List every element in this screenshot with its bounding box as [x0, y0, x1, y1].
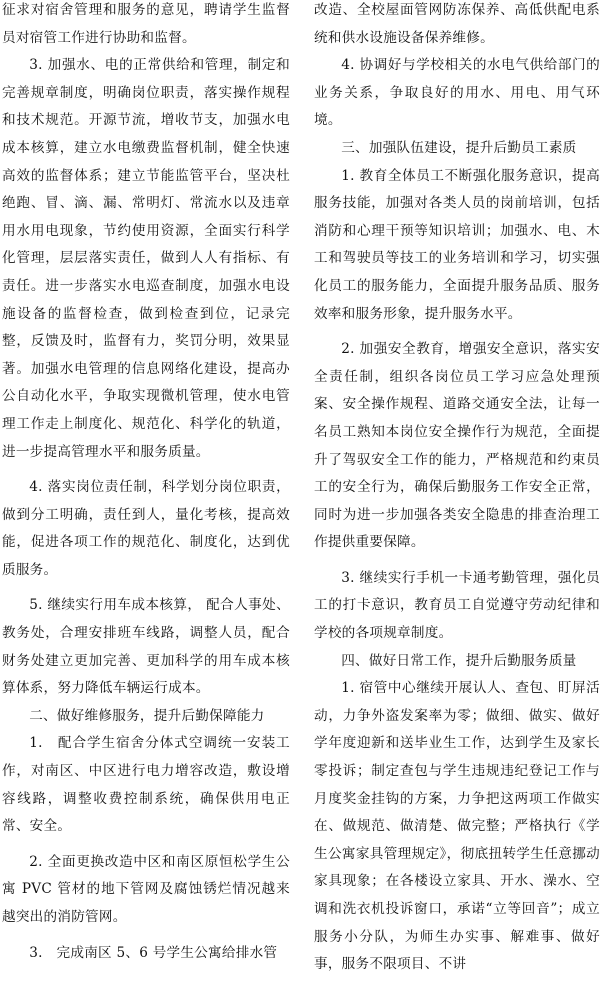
- left-section-heading-2: 二、做好维修服务，提升后勤保障能力: [29, 707, 265, 724]
- left-paragraph-1: 征求对宿舍管理和服务的意见，聘请学生监督员对宿管工作进行协助和监督。: [2, 2, 290, 46]
- right-paragraph-6: 3. 继续实行手机一卡通考勤管理，强化员工的打卡意识，教育员工自觉遵守劳动纪律和学校的各项规章制度。: [314, 569, 600, 642]
- right-section-heading-4: 四、做好日常工作，提升后勤服务质量: [341, 652, 577, 669]
- right-column: [314, 0, 600, 979]
- left-paragraph-3: 4. 落实岗位责任制，科学划分岗位职责，做到分工明确，责任到人，量化考核，提高效能，促进各项工作的规范化、制度化，达到优质服务。: [2, 479, 290, 578]
- left-paragraph-7: 2. 全面更换改造中区和南区原恒松学生公寓 PVC 管材的地下管网及腐蚀锈烂情况越来越突出的消防管网。: [2, 853, 290, 925]
- left-column: [2, 0, 290, 967]
- right-paragraph-1: 改造、全校屋面管网防冻保养、高低供配电系统和供水设施设备保养维修。: [314, 2, 600, 46]
- left-paragraph-6: 1. 配合学生宿舍分体式空调统一安装工作，对南区、中区进行电力增容改造，敷设增容线路，调整收费控制系统，确保供用电正常、安全。: [2, 735, 290, 835]
- right-paragraph-4: 1. 教育全体员工不断强化服务意识，提高服务技能，加强对各类人员的岗前培训，包括消防和心理干预等知识培训；加强水、电、木工和驾驶员等技工的业务培训和学习，切实强化员工的服务能力，全面提升服务品质、服务效率和服务形象，提升服务水平。: [314, 167, 600, 322]
- right-paragraph-8: 1. 宿管中心继续开展认人、查包、盯屏活动，力争外盗发案率为零；做细、做实、做好学年度迎新和送毕业生工作，达到学生及家长零投诉；制定查包与学生违规违纪登记工作与月度奖金挂钩的方案，力争把这两项工作做实在、做规范、做清楚、做完整；严格执行《学生公寓家具管理规定》，彻底扭转学生任意挪动家具现象；在各楼设立家具、开水、澡水、空调和洗衣机投诉窗口，承诺“立等回音”；成立服务小分队，为师生办实事、解难事、做好事，服务不限项目、不讲: [314, 680, 600, 973]
- right-section-heading-3: 三、加强队伍建设，提升后勤员工素质: [341, 139, 577, 156]
- left-paragraph-2: 3. 加强水、电的正常供给和管理，制定和完善规章制度，明确岗位职责，落实操作规程和技术规范。开源节流，增收节支，加强水电成本核算，建立水电缴费监督机制，健全快速高效的监督体系；建立节能监管平台，坚决杜绝跑、冒、滴、漏、常明灯、常流水以及违章用水用电现象，节约使用资源，全面实行科学化管理，层层落实责任，做到人人有指标、有责任。进一步落实水电巡查制度，加强水电设施设备的监督检查，做到检查到位，记录完整，反馈及时，监督有力，奖罚分明，效果显著。加强水电管理的信息网络化建设，提高办公自动化水平，争取实现微机管理，使水电管理工作走上制度化、规范化、科学化的轨道，进一步提高管理水平和服务质量。: [2, 57, 290, 460]
- left-paragraph-4: 5. 继续实行用车成本核算， 配合人事处、教务处，合理安排班车线路，调整人员，配合财务处建立更加完善、更加科学的用车成本核算体系，努力降低车辆运行成本。: [2, 597, 290, 697]
- right-paragraph-2: 4. 协调好与学校相关的水电气供给部门的业务关系，争取良好的用水、用电、用气环境。: [314, 57, 600, 129]
- right-paragraph-5: 2. 加强安全教育，增强安全意识，落实安全责任制，组织各岗位员工学习应急处理预案、安全操作规程、道路交通安全法，让每一名员工熟知本岗位安全操作行为规范，全面提升了驾驭安全工作的能力，严格规范和约束员工的安全行为，确保后勤服务工作安全正常， 同时为进一步加强各类安全隐患的排查治理工作提供重要保障。: [314, 341, 600, 551]
- left-paragraph-8: 3. 完成南区 5、6 号学生公寓给排水管: [29, 944, 278, 961]
